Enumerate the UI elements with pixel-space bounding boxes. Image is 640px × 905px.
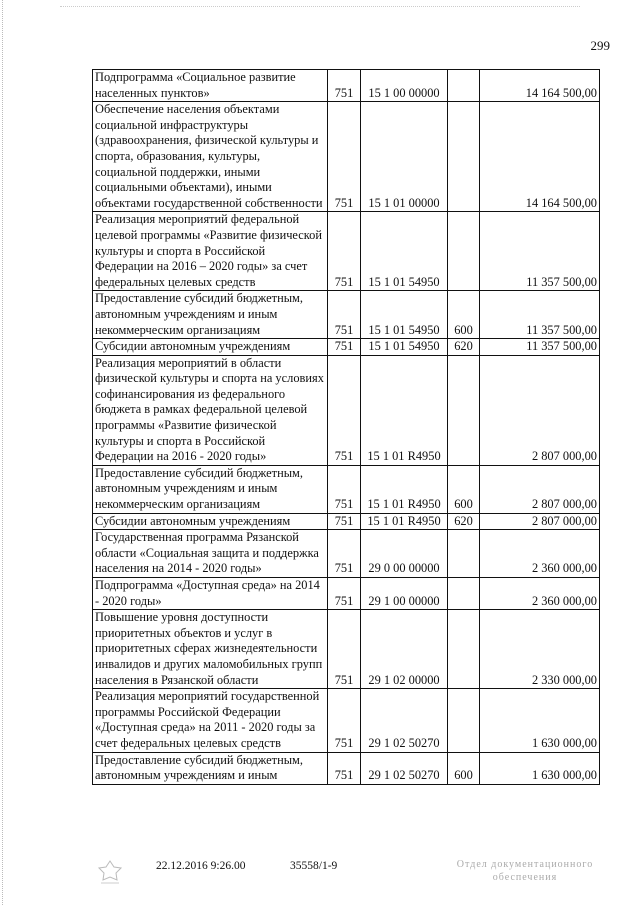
row-sum-cell: 2 330 000,00 (480, 610, 600, 689)
row-name-cell: Государственная программа Рязанской области «Социальная защита и поддержка населения на 2014 - 2020 годы» (93, 530, 328, 578)
table-row (93, 102, 600, 212)
row-code-cell: 751 (328, 102, 361, 212)
emblem-stamp-icon (95, 858, 125, 886)
row-sum-cell: 14 164 500,00 (480, 70, 600, 102)
table-row (93, 530, 600, 578)
page-number: 299 (590, 38, 610, 53)
table-row (93, 465, 600, 513)
row-csr-cell: 29 1 02 50270 (361, 689, 448, 752)
row-sum-cell: 1 630 000,00 (480, 689, 600, 752)
row-name-cell: Реализация мероприятий в области физической культуры и спорта на условиях софинансирования из федерального бюджета в рамках федеральной целевой программы «Развитие физической культуры и спорта в Российской Федерации на 2016 - 2020 годы» (93, 355, 328, 465)
row-code-cell: 751 (328, 752, 361, 784)
row-sum-cell: 2 807 000,00 (480, 355, 600, 465)
table-row (93, 752, 600, 784)
table-row (93, 513, 600, 530)
row-name-cell: Повышение уровня доступности приоритетных объектов и услуг в приоритетных сферах жизнедеятельности инвалидов и других маломобильных групп населения в Рязанской области (93, 610, 328, 689)
row-vr-cell: 600 (448, 291, 480, 339)
row-vr-cell (448, 355, 480, 465)
row-vr-cell: 620 (448, 513, 480, 530)
department-stamp (450, 858, 600, 886)
row-sum-cell: 1 630 000,00 (480, 752, 600, 784)
row-name-cell: Предоставление субсидий бюджетным, автономным учреждениям и иным (93, 752, 328, 784)
row-csr-cell: 29 1 02 00000 (361, 610, 448, 689)
row-sum-cell: 14 164 500,00 (480, 102, 600, 212)
row-name-cell: Реализация мероприятий федеральной целевой программы «Развитие физической культуры и спорта в Российской Федерации на 2016 – 2020 годы» за счет федеральных целевых средств (93, 212, 328, 291)
row-vr-cell (448, 212, 480, 291)
row-sum-cell: 2 360 000,00 (480, 530, 600, 578)
row-sum-cell: 2 807 000,00 (480, 513, 600, 530)
row-csr-cell: 15 1 01 54950 (361, 339, 448, 356)
row-vr-cell: 600 (448, 465, 480, 513)
row-sum-cell: 2 807 000,00 (480, 465, 600, 513)
row-csr-cell: 29 1 00 00000 (361, 578, 448, 610)
row-csr-cell: 15 1 01 R4950 (361, 355, 448, 465)
row-vr-cell: 620 (448, 339, 480, 356)
table-row (93, 578, 600, 610)
row-csr-cell: 15 1 01 54950 (361, 212, 448, 291)
row-code-cell: 751 (328, 530, 361, 578)
row-name-cell: Субсидии автономным учреждениям (93, 339, 328, 356)
row-name-cell: Реализация мероприятий государственной программы Российской Федерации «Доступная среда» на 2011 - 2020 годы за счет федеральных целевых средств (93, 689, 328, 752)
row-name-cell: Субсидии автономным учреждениям (93, 513, 328, 530)
scan-top-artifact (60, 6, 580, 7)
row-name-cell: Предоставление субсидий бюджетным, автономным учреждениям и иным некоммерческим организациям (93, 291, 328, 339)
row-vr-cell (448, 102, 480, 212)
table-row (93, 291, 600, 339)
table-row (93, 689, 600, 752)
row-code-cell: 751 (328, 689, 361, 752)
row-vr-cell (448, 689, 480, 752)
row-code-cell: 751 (328, 513, 361, 530)
table-row (93, 355, 600, 465)
table-row (93, 610, 600, 689)
table-row (93, 70, 600, 102)
row-vr-cell (448, 610, 480, 689)
scan-edge-artifact (2, 0, 7, 905)
footer-date: 22.12.2016 9:26.00 (156, 860, 246, 872)
row-name-cell: Предоставление субсидий бюджетным, автономным учреждениям и иным некоммерческим организациям (93, 465, 328, 513)
budget-table (92, 69, 600, 785)
row-code-cell: 751 (328, 339, 361, 356)
row-csr-cell: 29 0 00 00000 (361, 530, 448, 578)
row-vr-cell (448, 578, 480, 610)
row-vr-cell: 600 (448, 752, 480, 784)
row-code-cell: 751 (328, 70, 361, 102)
row-code-cell: 751 (328, 465, 361, 513)
row-sum-cell: 11 357 500,00 (480, 212, 600, 291)
row-code-cell: 751 (328, 212, 361, 291)
row-name-cell: Подпрограмма «Социальное развитие населенных пунктов» (93, 70, 328, 102)
row-vr-cell (448, 530, 480, 578)
row-csr-cell: 15 1 01 R4950 (361, 513, 448, 530)
row-code-cell: 751 (328, 355, 361, 465)
row-csr-cell: 29 1 02 50270 (361, 752, 448, 784)
row-csr-cell: 15 1 00 00000 (361, 70, 448, 102)
row-csr-cell: 15 1 01 00000 (361, 102, 448, 212)
table-body (93, 70, 600, 785)
row-sum-cell: 11 357 500,00 (480, 339, 600, 356)
footer (0, 858, 640, 888)
row-name-cell: Обеспечение населения объектами социальной инфраструктуры (здравоохранения, физической культуры и спорта, образования, культуры, социальной поддержки, иными социальными объектами), иными объектами государственной собственности (93, 102, 328, 212)
row-code-cell: 751 (328, 291, 361, 339)
row-sum-cell: 2 360 000,00 (480, 578, 600, 610)
table-row (93, 212, 600, 291)
row-csr-cell: 15 1 01 54950 (361, 291, 448, 339)
row-vr-cell (448, 70, 480, 102)
table-row (93, 339, 600, 356)
row-code-cell: 751 (328, 610, 361, 689)
department-stamp-text: Отдел документационного обеспечения (456, 859, 594, 883)
row-csr-cell: 15 1 01 R4950 (361, 465, 448, 513)
row-code-cell: 751 (328, 578, 361, 610)
row-name-cell: Подпрограмма «Доступная среда» на 2014 - 2020 годы» (93, 578, 328, 610)
row-sum-cell: 11 357 500,00 (480, 291, 600, 339)
footer-doc-number: 35558/1-9 (290, 860, 338, 872)
